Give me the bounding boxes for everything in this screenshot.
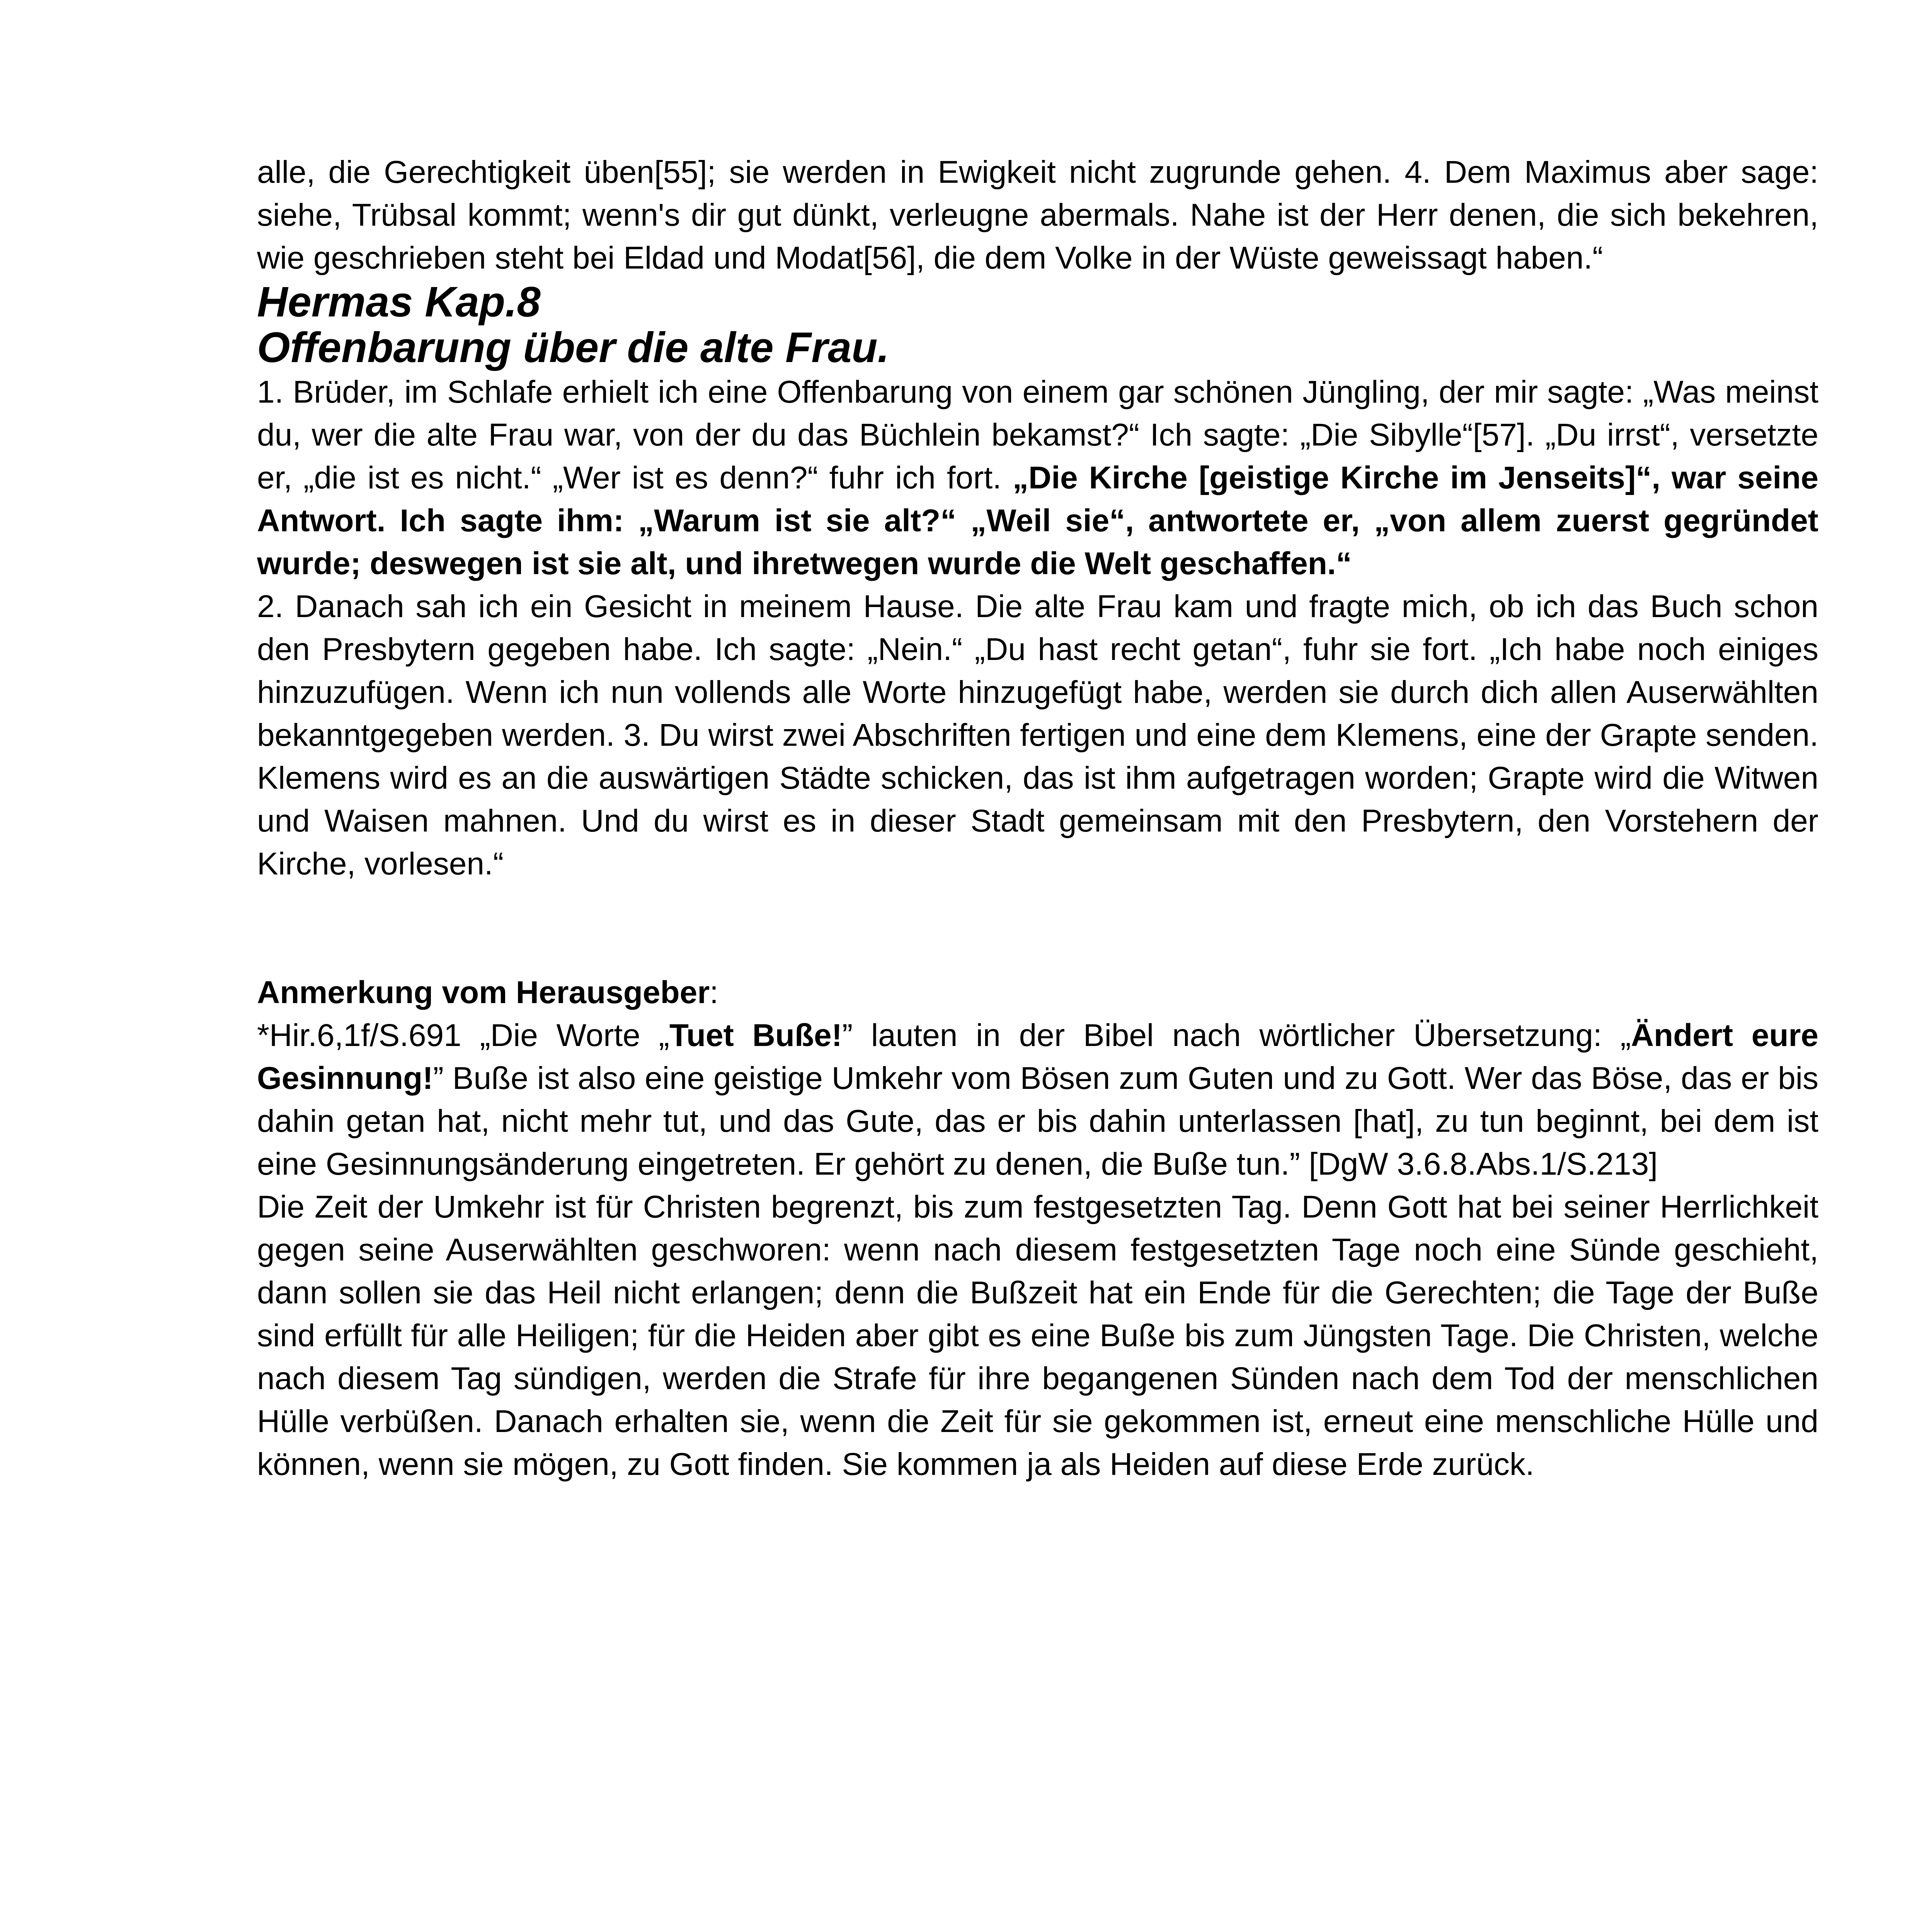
editor-note-bold-1: Tuet Buße! — [669, 1018, 842, 1053]
spacer — [257, 885, 1818, 971]
editor-note-text-1: *Hir.6,1f/S.691 „Die Worte „ — [257, 1018, 669, 1053]
paragraph-1 — [257, 371, 1818, 585]
editor-note-label: Anmerkung vom Herausgeber — [257, 975, 710, 1010]
paragraph-1-bold-text: „Die Kirche [geistige Kirche im Jenseits]“, war seine Antwort. Ich sagte ihm: „Warum ist sie alt?“ „Weil sie“, antwortete er, „von allem zuerst gegründet wurde; deswegen ist sie alt, und ihretwegen wurde die Welt geschaffen.“ — [257, 460, 1818, 581]
editor-note-text-3: ” Buße ist also eine geistige Umkehr vom Bösen zum Guten und zu Gott. Wer das Böse, das er bis dahin getan hat, nicht mehr tut, und das Gute, das er bis dahin unterlassen [hat], zu tun beginnt, bei dem ist eine Gesinnungsänderung eingetreten. Er gehört zu denen, die Buße tun.” [DgW 3.6.8.Abs.1/S.213] — [257, 1061, 1818, 1182]
editor-note-bold-2: Ändert eure Gesinnung! — [257, 1018, 1819, 1096]
paragraph-2: 2. Danach sah ich ein Gesicht in meinem Hause. Die alte Frau kam und fragte mich, ob ich das Buch schon den Presbytern gegeben habe. Ich sagte: „Nein.“ „Du hast recht getan“, fuhr sie fort. „Ich habe noch einiges hinzuzufügen. Wenn ich nun vollends alle Worte hinzugefügt habe, werden sie durch dich allen Auserwählten bekanntgegeben werden. 3. Du wirst zwei Abschriften fertigen und eine dem Klemens, eine der Grapte senden. Klemens wird es an die auswärtigen Städte schicken, das ist ihm aufgetragen worden; Grapte wird die Witwen und Waisen mahnen. Und du wirst es in dieser Stadt gemeinsam mit den Presbytern, den Vorstehern der Kirche, vorlesen.“ — [257, 589, 1818, 881]
chapter-subtitle: Offenbarung über die alte Frau. — [257, 324, 889, 371]
editor-note-heading — [257, 971, 1818, 1014]
paragraph-1-text: 1. Brüder, im Schlafe erhielt ich eine Offenbarung von einem gar schönen Jüngling, der mir sagte: „Was meinst du, wer die alte Frau war, von der du das Büchlein bekamst?“ Ich sagte: „Die Sibylle“[57]. „Du irrst“, versetzte er, „die ist es nicht.“ „Wer ist es denn?“ fuhr ich fort. — [257, 374, 1818, 495]
editor-note-colon: : — [710, 975, 718, 1010]
page-content — [257, 151, 1818, 1486]
editor-note-paragraph-2: Die Zeit der Umkehr ist für Christen begrenzt, bis zum festgesetzten Tag. Denn Gott hat bei seiner Herrlichkeit gegen seine Auserwählten geschworen: wenn nach diesem festgesetzten Tage noch eine Sünde geschieht, dann sollen sie das Heil nicht erlangen; denn die Bußzeit hat ein Ende für die Gerechten; die Tage der Buße sind erfüllt für alle Heiligen; für die Heiden aber gibt es eine Buße bis zum Jüngsten Tage. Die Christen, welche nach diesem Tag sündigen, werden die Strafe für ihre begangenen Sünden nach dem Tod der menschlichen Hülle verbüßen. Danach erhalten sie, wenn die Zeit für sie gekommen ist, erneut eine menschliche Hülle und können, wenn sie mögen, zu Gott finden. Sie kommen ja als Heiden auf diese Erde zurück. — [257, 1189, 1818, 1482]
intro-paragraph: alle, die Gerechtigkeit üben[55]; sie werden in Ewigkeit nicht zugrunde gehen. 4. Dem Maximus aber sage: siehe, Trübsal kommt; wenn's dir gut dünkt, verleugne abermals. Nahe ist der Herr denen, die sich bekehren, wie geschrieben steht bei Eldad und Modat[56], die dem Volke in der Wüste geweissagt haben.“ — [257, 155, 1818, 276]
editor-note-paragraph-1 — [257, 1014, 1818, 1185]
chapter-title: Hermas Kap.8 — [257, 278, 541, 326]
editor-note-text-2: ” lauten in der Bibel nach wörtlicher Übersetzung: „ — [842, 1018, 1631, 1053]
